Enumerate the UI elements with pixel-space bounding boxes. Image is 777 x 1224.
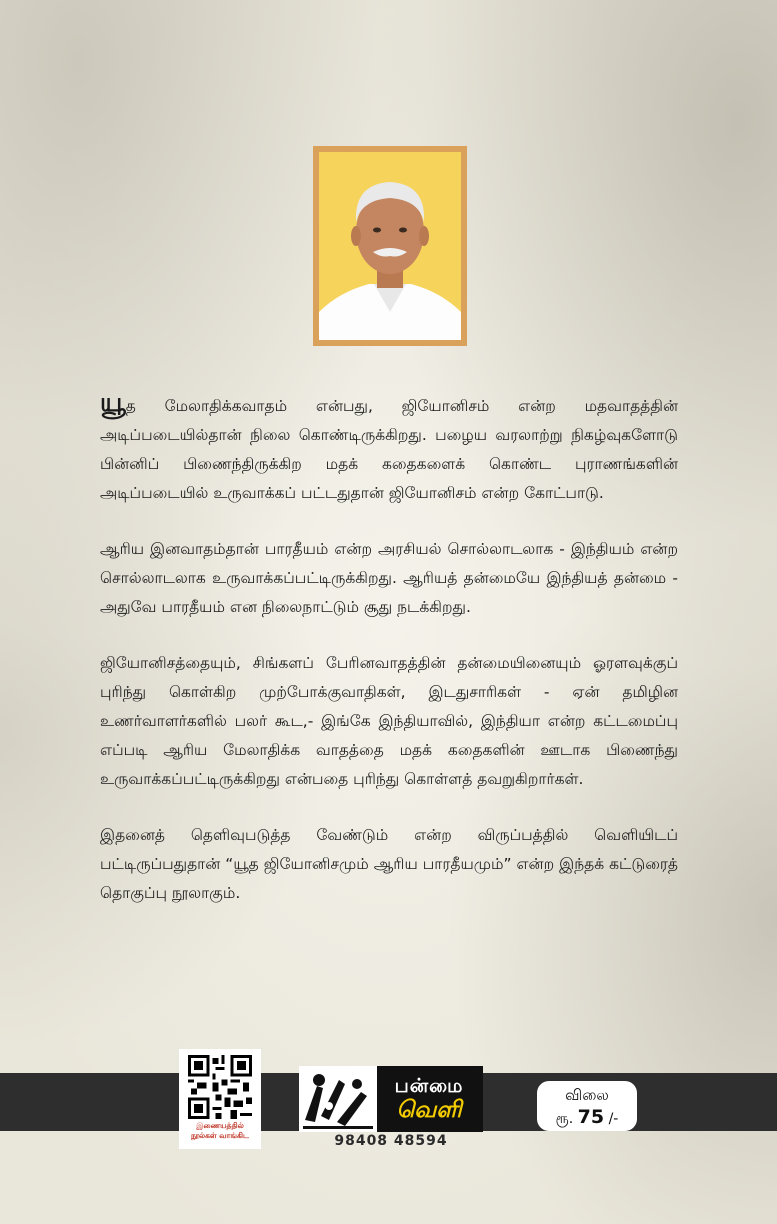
blurb xyxy=(100,388,678,935)
paragraph-3: ஜியோனிசத்தையும், சிங்களப் பேரினவாதத்தின் தன்மையினையும் ஓரளவுக்குப் புரிந்து கொள்கிற முற்போக்குவாதிகள், இடதுசாரிகள் - ஏன் தமிழின உணர்வாளர்களில் பலர் கூட,- இங்கே இந்தியாவில், இந்தியா என்ற கட்டமைப்பு எப்படி ஆரிய மேலாதிக்க வாதத்தை மதக் கதைகளின் ஊடாக பிணைந்து உருவாக்கப்பட்டிருக்கிறது என்பதை புரிந்து கொள்ளத் தவறுகிறார்கள். xyxy=(100,654,678,788)
price-currency: ரூ. xyxy=(555,1111,574,1127)
price-amount: 75 xyxy=(577,1106,605,1128)
price-suffix: /- xyxy=(608,1111,619,1127)
qr-caption xyxy=(185,1121,255,1141)
author-photo-frame xyxy=(313,146,467,346)
paragraph-2: ஆரிய இனவாதம்தான் பாரதீயம் என்ற அரசியல் சொல்லாடலாக - இந்தியம் என்ற சொல்லாடலாக உருவாக்கப்பட்டிருக்கிறது. ஆரியத் தன்மையே இந்தியத் தன்மை - அதுவே பாரதீயம் என நிலைநாட்டும் சூது நடக்கிறது. xyxy=(100,540,678,616)
price-tag xyxy=(537,1081,637,1131)
qr-code-icon xyxy=(188,1055,252,1119)
qr-caption-line1: இணையத்தில் xyxy=(196,1121,244,1130)
paragraph-4: இதனைத் தெளிவுபடுத்த வேண்டும் என்ற விருப்பத்தில் வெளியிடப் பட்டிருப்பதுதான் “யூத ஜியோனிசமும் ஆரிய பாரதீயமும்” என்ற இந்தக் கட்டுரைத் தொகுப்பு நூலாகும். xyxy=(100,826,678,902)
logo-artwork xyxy=(299,1066,377,1132)
publisher-name-line2: வெளி xyxy=(396,1097,462,1123)
drop-cap: யூ xyxy=(100,388,126,418)
paragraph-1 xyxy=(100,388,678,508)
qr-caption-line2: நூல்கள் வாங்கிட xyxy=(190,1131,250,1140)
publisher-phone: 98408 48594 xyxy=(334,1133,448,1149)
publisher-logo xyxy=(299,1066,483,1132)
price-value xyxy=(537,1105,637,1131)
paragraph-1-text: த மேலாதிக்கவாதம் என்பது, ஜியோனிசம் என்ற மதவாதத்தின் அடிப்படையில்தான் நிலை கொண்டிருக்கிறது. பழைய வரலாற்று நிகழ்வுகளோடு பின்னிப் பிணைந்திருக்கிற மதக் கதைகளைக் கொண்ட புராணங்களின் அடிப்படையில் உருவாக்கப் பட்டதுதான் ஜியோனிசம் என்ற கோட்பாடு. xyxy=(100,397,678,502)
publisher-name-line1: பன்மை xyxy=(394,1075,464,1097)
price-label: விலை xyxy=(565,1086,609,1104)
logo-wordmark xyxy=(377,1066,483,1132)
qr-block xyxy=(179,1049,261,1149)
author-photo xyxy=(319,152,461,340)
